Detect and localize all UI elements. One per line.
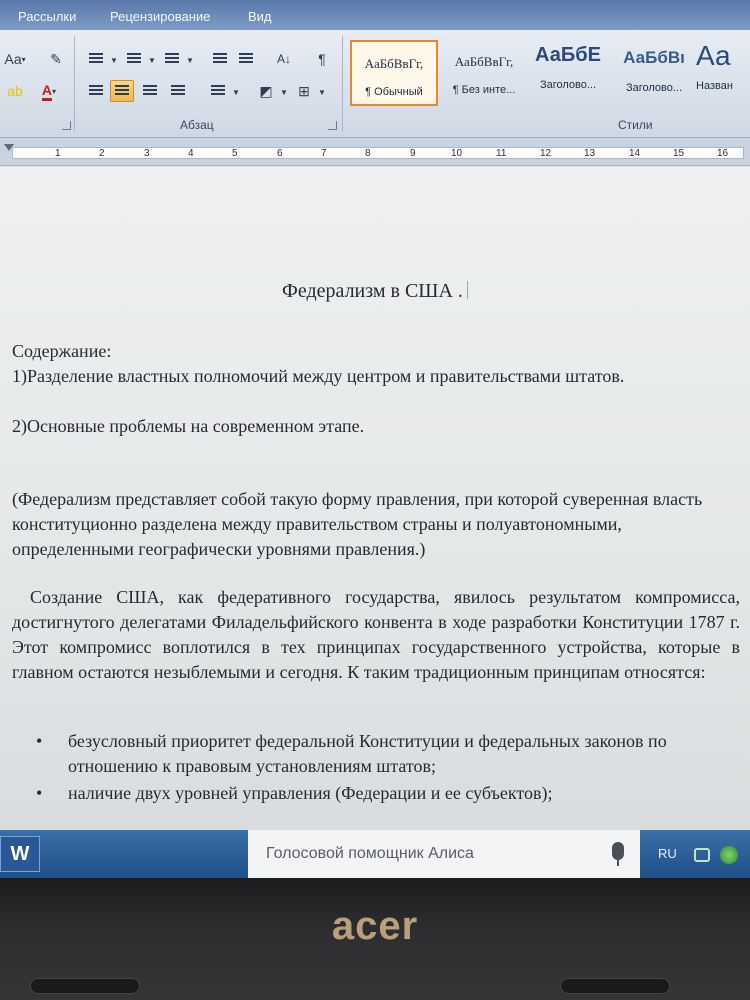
ruler-number: 3 [144,148,150,159]
style-no-spacing[interactable] [440,40,528,106]
decrease-indent-button[interactable] [208,48,232,70]
increase-indent-button[interactable] [234,48,258,70]
dialog-launcher-icon[interactable] [62,121,71,130]
style-sample: АаБбЕ [535,44,601,66]
voice-assistant-search[interactable] [248,830,640,878]
principles-list [36,729,726,808]
style-sample: АаБбВвГг, [364,56,424,71]
ruler-number: 4 [188,148,194,159]
ruler-number: 8 [365,148,371,159]
ruler-number: 16 [717,148,729,159]
chevron-down-icon[interactable]: ▼ [186,56,194,65]
title-text: Федерализм в США . [282,280,463,302]
bullets-button[interactable] [84,48,108,70]
align-right-icon [143,85,157,97]
align-center-button[interactable] [110,80,134,102]
style-title[interactable] [696,40,750,106]
style-name: Назван [696,80,733,92]
chevron-down-icon[interactable]: ▼ [232,88,240,97]
contents-item-1: 1)Разделение властных полномочий между центром и правительствами штатов. [12,366,625,386]
hinge-right [560,978,670,994]
style-sample: Аа [696,40,731,71]
microphone-icon[interactable] [612,842,624,860]
sort-icon: А↓ [276,52,291,66]
contents-heading: Содержание: [12,341,112,361]
horizontal-ruler[interactable] [0,138,750,166]
multilevel-list-button[interactable] [160,48,184,70]
ruler-strip [12,147,744,159]
taskbar [0,830,750,878]
dialog-launcher-icon[interactable] [328,121,337,130]
ruler-number: 6 [277,148,283,159]
justify-button[interactable] [166,80,190,102]
tray-status-icon[interactable] [720,846,738,864]
style-heading-1[interactable] [524,40,612,106]
change-case-label: Аа [4,51,22,67]
ruler-number: 14 [629,148,641,159]
word-taskbar-button[interactable] [0,836,40,872]
font-color-icon: A [42,82,52,101]
list-item: • наличие двух уровней управления (Федерации и ее субъектов); [36,781,726,806]
decrease-indent-icon [213,53,227,65]
tab-review[interactable]: Рецензирование [110,9,211,24]
tab-mailings[interactable]: Рассылки [18,9,77,24]
style-name: ¶ Обычный [365,86,423,98]
pilcrow-icon: ¶ [318,51,326,67]
change-case-button[interactable]: Аа ▾ [4,51,26,67]
clear-format-icon[interactable]: ✎ [50,50,62,67]
style-name: Заголово... [539,79,597,91]
shading-button[interactable] [254,80,278,102]
ruler-number: 7 [321,148,327,159]
ribbon-tab-bar [0,0,750,30]
chevron-down-icon[interactable]: ▼ [110,56,118,65]
ruler-number: 15 [673,148,685,159]
ruler-number: 2 [99,148,105,159]
word-icon: W [10,842,30,865]
ruler-number: 11 [496,148,507,159]
list-item: • безусловный приоритет федеральной Конституции и федеральных законов по отношению к правовым установлениям штатов; [36,729,726,779]
laptop-bezel [0,878,750,1000]
chevron-down-icon[interactable]: ▼ [280,88,288,97]
highlight-button[interactable] [0,80,30,102]
numbering-button[interactable] [122,48,146,70]
style-name: Заголово... [625,82,683,94]
numbering-icon [127,53,141,65]
text-cursor [467,281,468,299]
sort-button[interactable] [272,48,296,70]
borders-icon: ⊞ [298,82,310,99]
align-right-button[interactable] [138,80,162,102]
group-separator [74,36,75,132]
document-page[interactable] [0,167,750,837]
ruler-number: 12 [540,148,552,159]
style-normal[interactable] [350,40,438,106]
ruler-number: 9 [410,148,416,159]
align-center-icon [115,85,129,97]
brand-logo: acer [331,904,419,948]
paint-bucket-icon: ◩ [259,82,273,99]
body-paragraph: Создание США, как федеративного государства, явилось результатом компромисса, достигнутого делегатами Филадельфийского конвента в ходе разработки Конституции 1787 г. Этот компромисс воплотился в тех принципах государственного устройства, которые в главном остаются незыблемыми и сегодня. К таким традиционным принципам относятся: [12,587,740,682]
multilevel-list-icon [165,53,179,65]
language-indicator[interactable]: RU [658,846,677,861]
ribbon [0,30,750,138]
line-spacing-button[interactable] [206,80,230,102]
bullets-icon [89,53,103,65]
ruler-number: 5 [232,148,238,159]
contents-item-2: 2)Основные проблемы на современном этапе. [12,416,365,436]
page-title [0,279,750,304]
group-separator [342,36,343,132]
chevron-down-icon[interactable]: ▼ [318,88,326,97]
increase-indent-icon [239,53,253,65]
show-formatting-button[interactable] [310,48,334,70]
microphone-stand [617,860,619,866]
hinge-left [30,978,140,994]
style-name: ¶ Без инте... [452,84,516,96]
tray-app-icon[interactable] [694,848,710,862]
group-label-styles: Стили [618,118,653,132]
ruler-number: 13 [584,148,596,159]
align-left-button[interactable] [84,80,108,102]
borders-button[interactable] [292,80,316,102]
group-label-paragraph: Абзац [180,118,214,132]
ruler-number: 1 [55,148,61,159]
assistant-placeholder: Голосовой помощник Алиса [266,845,474,862]
tab-view[interactable]: Вид [248,9,272,24]
style-sample: АаБбВвГг, [454,54,514,69]
line-spacing-icon [211,85,225,97]
font-color-button[interactable]: A ▾ [34,80,64,102]
definition-paragraph: (Федерализм представляет собой такую форму правления, при которой суверенная власть конституционно разделена между правительством страны и полуавтономными, определенными географически уровнями правления.) [12,489,703,559]
style-sample: АаБбВı [623,48,685,67]
style-heading-2[interactable] [610,40,698,106]
highlight-icon: ab [7,83,23,99]
chevron-down-icon[interactable]: ▼ [148,56,156,65]
align-left-icon [89,85,103,97]
ruler-number: 10 [451,148,463,159]
justify-icon [171,85,185,97]
